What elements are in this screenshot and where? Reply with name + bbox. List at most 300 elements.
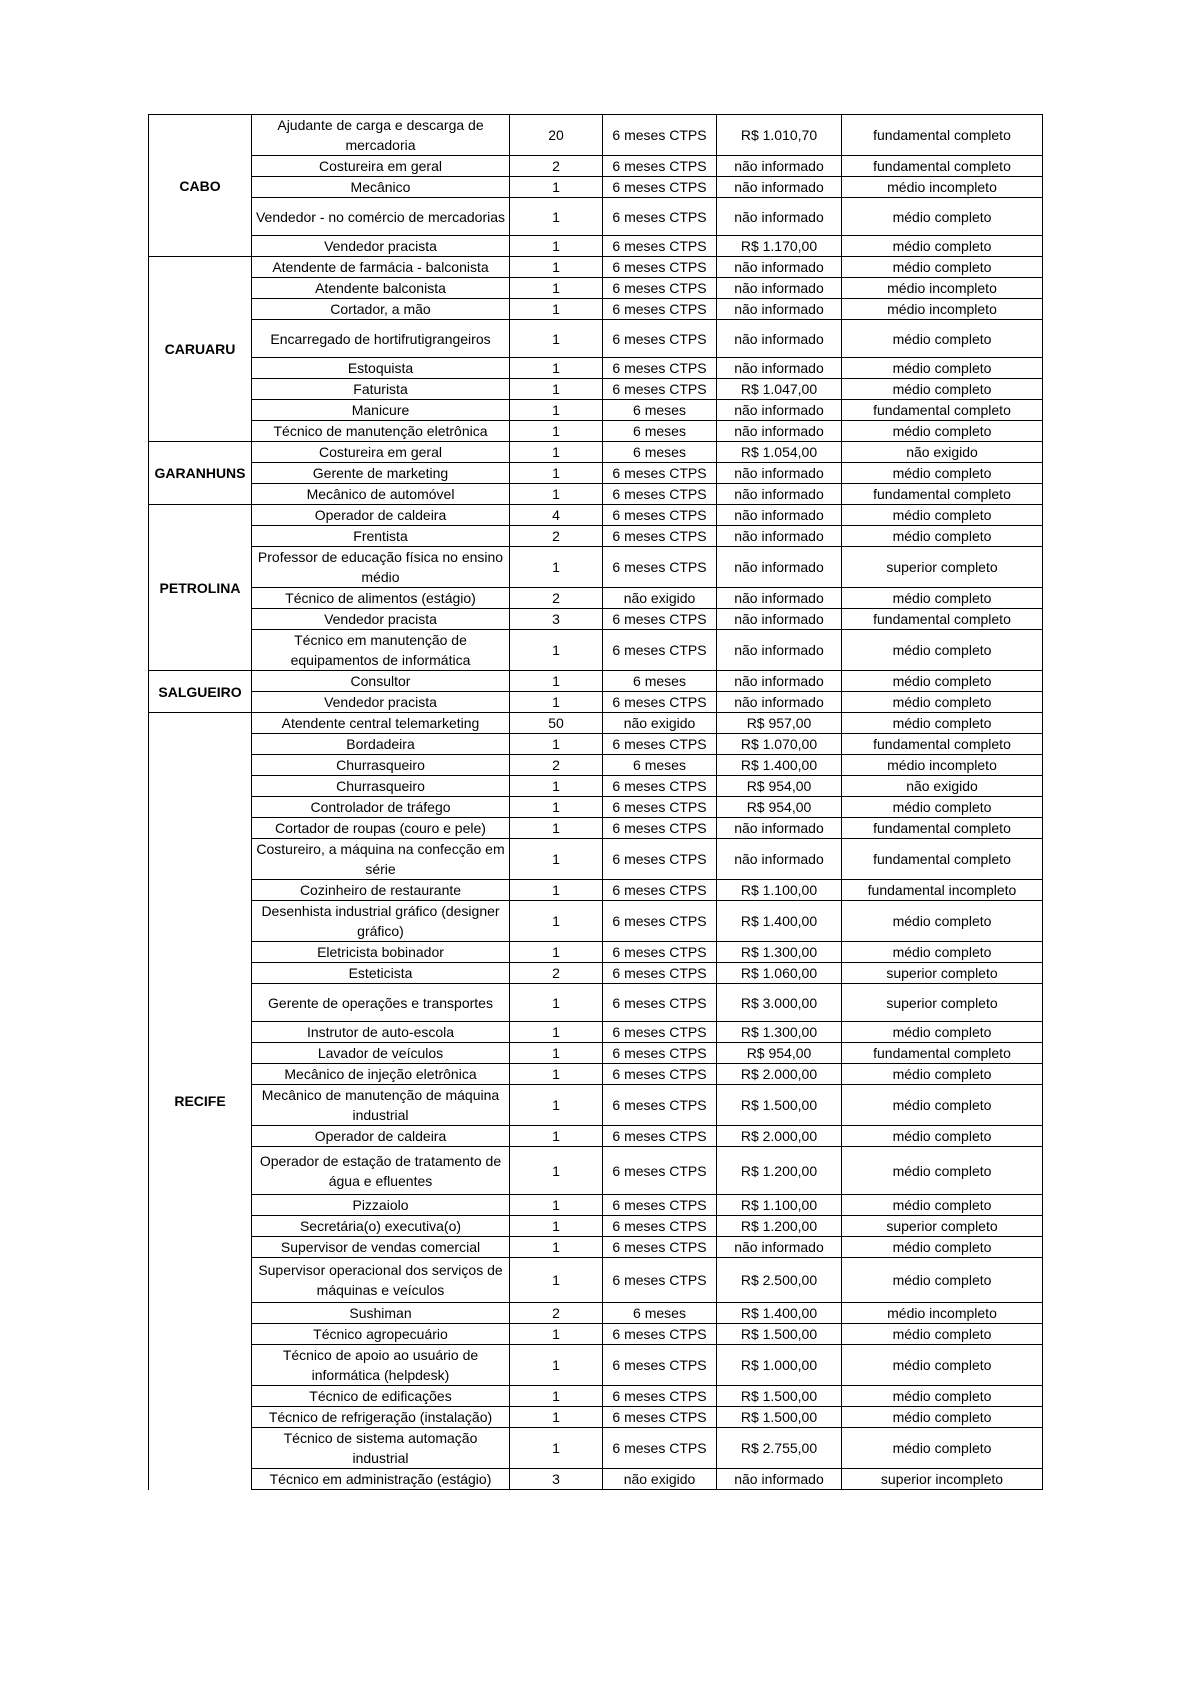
experiencia-cell: 6 meses CTPS	[603, 484, 717, 505]
cargo-cell: Mecânico de automóvel	[252, 484, 510, 505]
vagas-cell: 1	[510, 198, 603, 236]
vagas-cell: 1	[510, 463, 603, 484]
vagas-cell: 4	[510, 505, 603, 526]
escolaridade-cell: médio completo	[842, 236, 1043, 257]
cargo-cell: Mecânico de injeção eletrônica	[252, 1064, 510, 1085]
vagas-cell: 1	[510, 1085, 603, 1126]
escolaridade-cell: médio completo	[842, 358, 1043, 379]
escolaridade-cell: fundamental completo	[842, 156, 1043, 177]
experiencia-cell: 6 meses CTPS	[603, 1386, 717, 1407]
vagas-cell: 50	[510, 713, 603, 734]
vagas-cell: 1	[510, 421, 603, 442]
escolaridade-cell: médio incompleto	[842, 299, 1043, 320]
experiencia-cell: não exigido	[603, 588, 717, 609]
cargo-cell: Vendedor pracista	[252, 609, 510, 630]
experiencia-cell: não exigido	[603, 1469, 717, 1490]
cargo-cell: Técnico agropecuário	[252, 1324, 510, 1345]
table-row	[149, 734, 1043, 755]
cargo-cell: Costureira em geral	[252, 156, 510, 177]
escolaridade-cell: médio completo	[842, 692, 1043, 713]
salario-cell: não informado	[717, 400, 842, 421]
salario-cell: R$ 1.500,00	[717, 1324, 842, 1345]
city-cell: SALGUEIRO	[149, 671, 252, 713]
cargo-cell: Gerente de marketing	[252, 463, 510, 484]
salario-cell: R$ 1.100,00	[717, 880, 842, 901]
cargo-cell: Secretária(o) executiva(o)	[252, 1216, 510, 1237]
cargo-cell: Técnico de alimentos (estágio)	[252, 588, 510, 609]
escolaridade-cell: médio incompleto	[842, 177, 1043, 198]
table-row	[149, 609, 1043, 630]
experiencia-cell: 6 meses CTPS	[603, 379, 717, 400]
salario-cell: não informado	[717, 547, 842, 588]
experiencia-cell: 6 meses CTPS	[603, 1022, 717, 1043]
salario-cell: não informado	[717, 1469, 842, 1490]
vagas-cell: 1	[510, 1043, 603, 1064]
salario-cell: não informado	[717, 505, 842, 526]
table-row	[149, 115, 1043, 156]
vagas-cell: 1	[510, 630, 603, 671]
vagas-cell: 1	[510, 1022, 603, 1043]
table-row	[149, 692, 1043, 713]
cargo-cell: Técnico de sistema automação industrial	[252, 1428, 510, 1469]
experiencia-cell: 6 meses CTPS	[603, 1064, 717, 1085]
escolaridade-cell: fundamental completo	[842, 484, 1043, 505]
vagas-cell: 1	[510, 984, 603, 1022]
escolaridade-cell: médio completo	[842, 1324, 1043, 1345]
vagas-cell: 1	[510, 797, 603, 818]
escolaridade-cell: fundamental completo	[842, 1043, 1043, 1064]
escolaridade-cell: médio completo	[842, 1407, 1043, 1428]
salario-cell: R$ 1.100,00	[717, 1195, 842, 1216]
vagas-cell: 1	[510, 692, 603, 713]
table-row	[149, 1324, 1043, 1345]
escolaridade-cell: médio completo	[842, 257, 1043, 278]
vagas-cell: 1	[510, 1324, 603, 1345]
table-row	[149, 198, 1043, 236]
vagas-cell: 1	[510, 358, 603, 379]
cargo-cell: Operador de caldeira	[252, 505, 510, 526]
vagas-cell: 1	[510, 442, 603, 463]
vagas-cell: 1	[510, 1147, 603, 1195]
experiencia-cell: 6 meses CTPS	[603, 984, 717, 1022]
vagas-cell: 2	[510, 963, 603, 984]
table-row	[149, 236, 1043, 257]
vagas-cell: 1	[510, 379, 603, 400]
experiencia-cell: 6 meses	[603, 755, 717, 776]
cargo-cell: Churrasqueiro	[252, 755, 510, 776]
table-row	[149, 1085, 1043, 1126]
salario-cell: R$ 1.500,00	[717, 1085, 842, 1126]
experiencia-cell: 6 meses CTPS	[603, 839, 717, 880]
salario-cell: R$ 1.300,00	[717, 1022, 842, 1043]
cargo-cell: Vendedor - no comércio de mercadorias	[252, 198, 510, 236]
salario-cell: R$ 954,00	[717, 797, 842, 818]
salario-cell: R$ 1.047,00	[717, 379, 842, 400]
table-row	[149, 278, 1043, 299]
cargo-cell: Desenhista industrial gráfico (designer gráfico)	[252, 901, 510, 942]
cargo-cell: Técnico de edificações	[252, 1386, 510, 1407]
vagas-cell: 1	[510, 1126, 603, 1147]
city-cell: CABO	[149, 115, 252, 257]
cargo-cell: Faturista	[252, 379, 510, 400]
salario-cell: R$ 1.000,00	[717, 1345, 842, 1386]
salario-cell: não informado	[717, 526, 842, 547]
table-row	[149, 442, 1043, 463]
escolaridade-cell: não exigido	[842, 776, 1043, 797]
table-row	[149, 1216, 1043, 1237]
escolaridade-cell: médio completo	[842, 1064, 1043, 1085]
cargo-cell: Vendedor pracista	[252, 692, 510, 713]
salario-cell: R$ 2.755,00	[717, 1428, 842, 1469]
vagas-cell: 1	[510, 1386, 603, 1407]
table-row	[149, 818, 1043, 839]
experiencia-cell: 6 meses CTPS	[603, 1237, 717, 1258]
experiencia-cell: 6 meses CTPS	[603, 115, 717, 156]
experiencia-cell: 6 meses CTPS	[603, 901, 717, 942]
cargo-cell: Controlador de tráfego	[252, 797, 510, 818]
experiencia-cell: 6 meses CTPS	[603, 156, 717, 177]
experiencia-cell: 6 meses CTPS	[603, 880, 717, 901]
table-row	[149, 484, 1043, 505]
experiencia-cell: 6 meses CTPS	[603, 1345, 717, 1386]
cargo-cell: Supervisor operacional dos serviços de máquinas e veículos	[252, 1258, 510, 1303]
escolaridade-cell: médio completo	[842, 1147, 1043, 1195]
experiencia-cell: 6 meses CTPS	[603, 609, 717, 630]
cargo-cell: Costureira em geral	[252, 442, 510, 463]
salario-cell: não informado	[717, 156, 842, 177]
vagas-cell: 1	[510, 547, 603, 588]
escolaridade-cell: médio completo	[842, 797, 1043, 818]
salario-cell: R$ 1.200,00	[717, 1216, 842, 1237]
job-vacancies-table	[148, 114, 1043, 1490]
vagas-cell: 1	[510, 734, 603, 755]
experiencia-cell: 6 meses CTPS	[603, 818, 717, 839]
table-row	[149, 1195, 1043, 1216]
experiencia-cell: 6 meses CTPS	[603, 526, 717, 547]
table-row	[149, 379, 1043, 400]
experiencia-cell: 6 meses CTPS	[603, 797, 717, 818]
salario-cell: não informado	[717, 358, 842, 379]
escolaridade-cell: médio completo	[842, 671, 1043, 692]
table-row	[149, 257, 1043, 278]
vagas-cell: 1	[510, 320, 603, 358]
cargo-cell: Eletricista bobinador	[252, 942, 510, 963]
escolaridade-cell: médio completo	[842, 942, 1043, 963]
cargo-cell: Professor de educação física no ensino médio	[252, 547, 510, 588]
escolaridade-cell: médio completo	[842, 1022, 1043, 1043]
escolaridade-cell: médio incompleto	[842, 755, 1043, 776]
experiencia-cell: 6 meses CTPS	[603, 257, 717, 278]
vagas-cell: 2	[510, 755, 603, 776]
vagas-cell: 1	[510, 1195, 603, 1216]
salario-cell: R$ 1.054,00	[717, 442, 842, 463]
vagas-cell: 1	[510, 400, 603, 421]
escolaridade-cell: médio completo	[842, 901, 1043, 942]
city-cell: PETROLINA	[149, 505, 252, 671]
table-row	[149, 963, 1043, 984]
cargo-cell: Técnico de manutenção eletrônica	[252, 421, 510, 442]
vagas-cell: 1	[510, 1258, 603, 1303]
experiencia-cell: 6 meses	[603, 400, 717, 421]
escolaridade-cell: médio completo	[842, 588, 1043, 609]
cargo-cell: Atendente central telemarketing	[252, 713, 510, 734]
escolaridade-cell: médio completo	[842, 1258, 1043, 1303]
table-row	[149, 526, 1043, 547]
vagas-cell: 1	[510, 1237, 603, 1258]
cargo-cell: Cortador, a mão	[252, 299, 510, 320]
cargo-cell: Supervisor de vendas comercial	[252, 1237, 510, 1258]
vagas-cell: 20	[510, 115, 603, 156]
escolaridade-cell: médio completo	[842, 1345, 1043, 1386]
cargo-cell: Bordadeira	[252, 734, 510, 755]
table-row	[149, 1064, 1043, 1085]
vagas-cell: 1	[510, 818, 603, 839]
cargo-cell: Manicure	[252, 400, 510, 421]
experiencia-cell: 6 meses	[603, 671, 717, 692]
salario-cell: R$ 2.500,00	[717, 1258, 842, 1303]
escolaridade-cell: superior incompleto	[842, 1469, 1043, 1490]
escolaridade-cell: médio completo	[842, 713, 1043, 734]
cargo-cell: Sushiman	[252, 1303, 510, 1324]
experiencia-cell: 6 meses CTPS	[603, 963, 717, 984]
salario-cell: R$ 2.000,00	[717, 1064, 842, 1085]
experiencia-cell: 6 meses CTPS	[603, 505, 717, 526]
salario-cell: R$ 954,00	[717, 776, 842, 797]
experiencia-cell: 6 meses CTPS	[603, 1043, 717, 1064]
salario-cell: não informado	[717, 671, 842, 692]
escolaridade-cell: médio completo	[842, 1237, 1043, 1258]
table-row	[149, 505, 1043, 526]
table-row	[149, 421, 1043, 442]
salario-cell: R$ 1.060,00	[717, 963, 842, 984]
vagas-cell: 1	[510, 236, 603, 257]
experiencia-cell: 6 meses CTPS	[603, 198, 717, 236]
experiencia-cell: 6 meses CTPS	[603, 463, 717, 484]
vagas-cell: 1	[510, 1064, 603, 1085]
escolaridade-cell: médio completo	[842, 198, 1043, 236]
cargo-cell: Cortador de roupas (couro e pele)	[252, 818, 510, 839]
salario-cell: não informado	[717, 1237, 842, 1258]
salario-cell: R$ 1.170,00	[717, 236, 842, 257]
table-row	[149, 1258, 1043, 1303]
cargo-cell: Mecânico	[252, 177, 510, 198]
salario-cell: não informado	[717, 818, 842, 839]
vagas-cell: 1	[510, 1407, 603, 1428]
escolaridade-cell: fundamental completo	[842, 609, 1043, 630]
salario-cell: não informado	[717, 177, 842, 198]
cargo-cell: Atendente de farmácia - balconista	[252, 257, 510, 278]
experiencia-cell: 6 meses CTPS	[603, 1407, 717, 1428]
table-row	[149, 1386, 1043, 1407]
experiencia-cell: 6 meses CTPS	[603, 630, 717, 671]
escolaridade-cell: médio completo	[842, 463, 1043, 484]
escolaridade-cell: não exigido	[842, 442, 1043, 463]
escolaridade-cell: fundamental completo	[842, 115, 1043, 156]
salario-cell: R$ 954,00	[717, 1043, 842, 1064]
table-row	[149, 1022, 1043, 1043]
table-row	[149, 1303, 1043, 1324]
table-row	[149, 588, 1043, 609]
vagas-cell: 1	[510, 484, 603, 505]
escolaridade-cell: fundamental completo	[842, 839, 1043, 880]
salario-cell: não informado	[717, 630, 842, 671]
table-row	[149, 713, 1043, 734]
salario-cell: não informado	[717, 463, 842, 484]
cargo-cell: Lavador de veículos	[252, 1043, 510, 1064]
experiencia-cell: 6 meses CTPS	[603, 278, 717, 299]
city-cell: GARANHUNS	[149, 442, 252, 505]
vagas-cell: 1	[510, 1345, 603, 1386]
table-row	[149, 547, 1043, 588]
vagas-cell: 1	[510, 177, 603, 198]
salario-cell: não informado	[717, 484, 842, 505]
salario-cell: R$ 1.070,00	[717, 734, 842, 755]
salario-cell: não informado	[717, 198, 842, 236]
cargo-cell: Costureiro, a máquina na confecção em série	[252, 839, 510, 880]
salario-cell: R$ 1.400,00	[717, 901, 842, 942]
salario-cell: R$ 1.500,00	[717, 1407, 842, 1428]
table-row	[149, 156, 1043, 177]
experiencia-cell: 6 meses CTPS	[603, 177, 717, 198]
escolaridade-cell: médio completo	[842, 1085, 1043, 1126]
experiencia-cell: 6 meses CTPS	[603, 734, 717, 755]
table-row	[149, 1469, 1043, 1490]
escolaridade-cell: fundamental completo	[842, 734, 1043, 755]
salario-cell: R$ 3.000,00	[717, 984, 842, 1022]
escolaridade-cell: médio completo	[842, 1386, 1043, 1407]
salario-cell: R$ 957,00	[717, 713, 842, 734]
salario-cell: não informado	[717, 588, 842, 609]
vagas-cell: 1	[510, 299, 603, 320]
city-cell: CARUARU	[149, 257, 252, 442]
escolaridade-cell: fundamental completo	[842, 400, 1043, 421]
table-row	[149, 755, 1043, 776]
cargo-cell: Pizzaiolo	[252, 1195, 510, 1216]
escolaridade-cell: médio completo	[842, 379, 1043, 400]
escolaridade-cell: médio incompleto	[842, 278, 1043, 299]
vagas-cell: 1	[510, 257, 603, 278]
vagas-cell: 1	[510, 1428, 603, 1469]
experiencia-cell: 6 meses CTPS	[603, 358, 717, 379]
cargo-cell: Encarregado de hortifrutigrangeiros	[252, 320, 510, 358]
table-row	[149, 299, 1043, 320]
cargo-cell: Ajudante de carga e descarga de mercadoria	[252, 115, 510, 156]
salario-cell: R$ 1.200,00	[717, 1147, 842, 1195]
vagas-cell: 2	[510, 1303, 603, 1324]
table-row	[149, 1147, 1043, 1195]
salario-cell: não informado	[717, 257, 842, 278]
table-row	[149, 1237, 1043, 1258]
vagas-cell: 1	[510, 942, 603, 963]
experiencia-cell: 6 meses CTPS	[603, 320, 717, 358]
table-row	[149, 320, 1043, 358]
table-row	[149, 177, 1043, 198]
cargo-cell: Frentista	[252, 526, 510, 547]
cargo-cell: Churrasqueiro	[252, 776, 510, 797]
experiencia-cell: 6 meses	[603, 421, 717, 442]
experiencia-cell: 6 meses CTPS	[603, 547, 717, 588]
city-cell: RECIFE	[149, 713, 252, 1490]
escolaridade-cell: superior completo	[842, 547, 1043, 588]
table-row	[149, 839, 1043, 880]
table-row	[149, 358, 1043, 379]
table-row	[149, 671, 1043, 692]
cargo-cell: Esteticista	[252, 963, 510, 984]
escolaridade-cell: médio incompleto	[842, 1303, 1043, 1324]
experiencia-cell: 6 meses CTPS	[603, 236, 717, 257]
salario-cell: R$ 1.400,00	[717, 1303, 842, 1324]
vagas-cell: 1	[510, 776, 603, 797]
table-row	[149, 942, 1043, 963]
vagas-cell: 1	[510, 839, 603, 880]
cargo-cell: Instrutor de auto-escola	[252, 1022, 510, 1043]
salario-cell: não informado	[717, 692, 842, 713]
vagas-cell: 2	[510, 526, 603, 547]
escolaridade-cell: médio completo	[842, 1195, 1043, 1216]
experiencia-cell: 6 meses CTPS	[603, 1216, 717, 1237]
experiencia-cell: 6 meses CTPS	[603, 299, 717, 320]
escolaridade-cell: médio completo	[842, 421, 1043, 442]
vagas-cell: 1	[510, 901, 603, 942]
table-row	[149, 1043, 1043, 1064]
experiencia-cell: 6 meses CTPS	[603, 1195, 717, 1216]
salario-cell: R$ 1.400,00	[717, 755, 842, 776]
vagas-cell: 1	[510, 880, 603, 901]
salario-cell: não informado	[717, 278, 842, 299]
vagas-cell: 2	[510, 588, 603, 609]
experiencia-cell: 6 meses CTPS	[603, 1258, 717, 1303]
table-row	[149, 880, 1043, 901]
table-row	[149, 797, 1043, 818]
salario-cell: R$ 1.010,70	[717, 115, 842, 156]
cargo-cell: Técnico de refrigeração (instalação)	[252, 1407, 510, 1428]
escolaridade-cell: fundamental completo	[842, 818, 1043, 839]
escolaridade-cell: médio completo	[842, 1428, 1043, 1469]
table-row	[149, 776, 1043, 797]
salario-cell: R$ 1.500,00	[717, 1386, 842, 1407]
experiencia-cell: não exigido	[603, 713, 717, 734]
table-row	[149, 1126, 1043, 1147]
experiencia-cell: 6 meses CTPS	[603, 692, 717, 713]
table-row	[149, 1428, 1043, 1469]
salario-cell: não informado	[717, 839, 842, 880]
experiencia-cell: 6 meses	[603, 1303, 717, 1324]
salario-cell: R$ 2.000,00	[717, 1126, 842, 1147]
table-row	[149, 901, 1043, 942]
cargo-cell: Atendente balconista	[252, 278, 510, 299]
vagas-cell: 1	[510, 671, 603, 692]
experiencia-cell: 6 meses	[603, 442, 717, 463]
escolaridade-cell: superior completo	[842, 963, 1043, 984]
cargo-cell: Técnico de apoio ao usuário de informática (helpdesk)	[252, 1345, 510, 1386]
cargo-cell: Operador de estação de tratamento de água e efluentes	[252, 1147, 510, 1195]
vagas-cell: 1	[510, 278, 603, 299]
salario-cell: não informado	[717, 421, 842, 442]
escolaridade-cell: fundamental incompleto	[842, 880, 1043, 901]
salario-cell: não informado	[717, 320, 842, 358]
cargo-cell: Operador de caldeira	[252, 1126, 510, 1147]
vagas-cell: 3	[510, 609, 603, 630]
cargo-cell: Mecânico de manutenção de máquina industrial	[252, 1085, 510, 1126]
escolaridade-cell: médio completo	[842, 630, 1043, 671]
table-row	[149, 463, 1043, 484]
cargo-cell: Estoquista	[252, 358, 510, 379]
vagas-cell: 1	[510, 1216, 603, 1237]
table-row	[149, 1345, 1043, 1386]
escolaridade-cell: médio completo	[842, 320, 1043, 358]
experiencia-cell: 6 meses CTPS	[603, 942, 717, 963]
escolaridade-cell: superior completo	[842, 1216, 1043, 1237]
